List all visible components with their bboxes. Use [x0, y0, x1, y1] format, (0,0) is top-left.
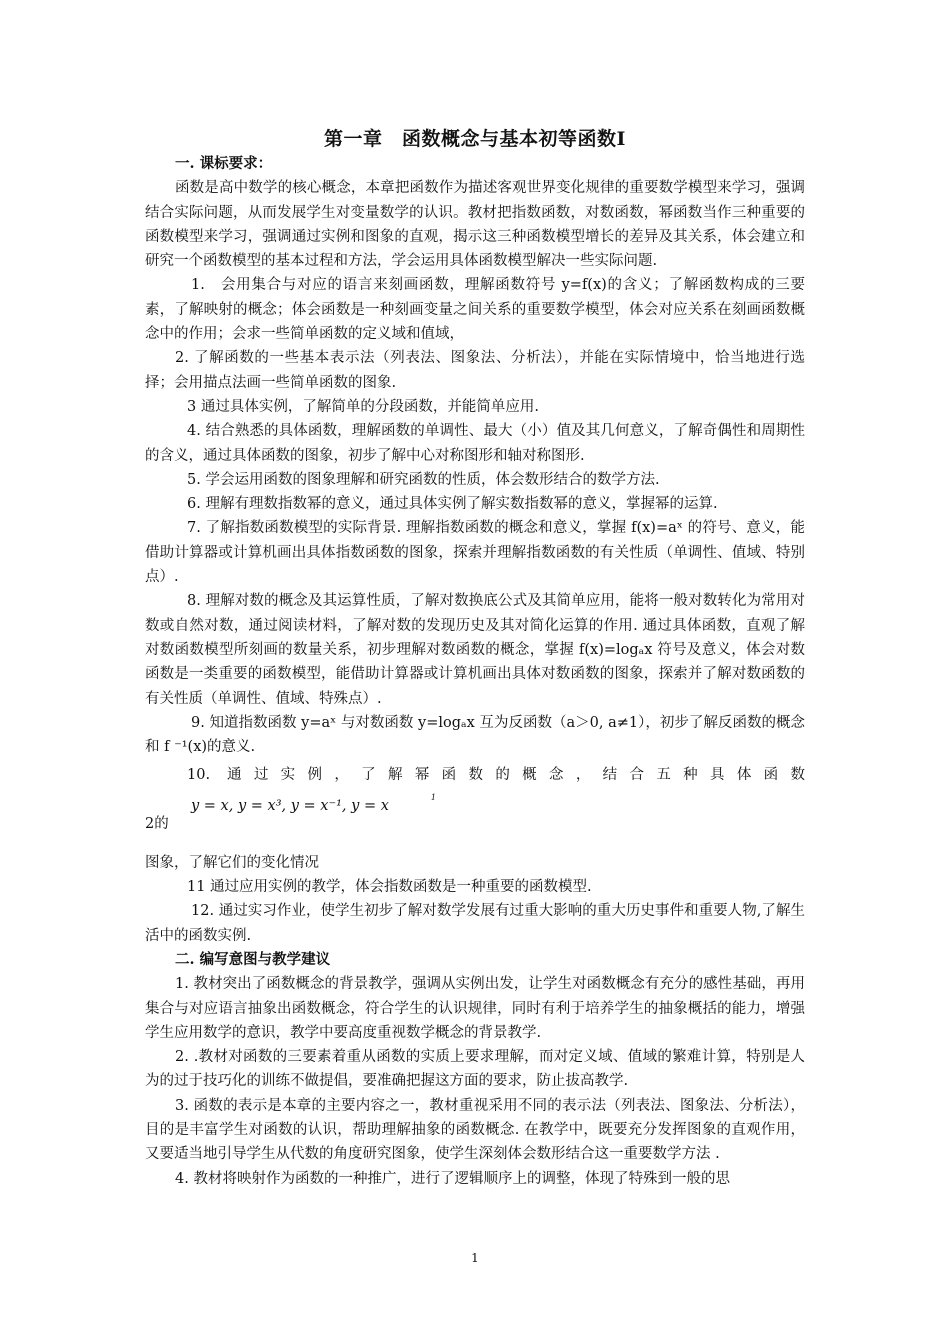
exponent-fraction: [389, 794, 436, 802]
requirement-item-4: 4. 结合熟悉的具体函数，理解函数的单调性、最大（小）值及其几何意义，了解奇偶性和周期性的含义，通过具体函数的图象，初步了解中心对称图形和轴对称图形.: [145, 423, 805, 464]
requirement-item-12: 12. 通过实习作业，使学生初步了解对数学发展有过重大影响的重大历史事件和重要人物,了解生活中的函数实例.: [145, 903, 805, 944]
suggestion-item-1: 1. 教材突出了函数概念的背景教学，强调从实例出发，让学生对函数概念有充分的感性基础，再用集合与对应语言抽象出函数概念，符合学生的认识规律，同时有利于培养学生的抽象概括的能力，增强学生应用数学的意识，教学中要高度重视数学概念的背景教学.: [145, 976, 805, 1041]
requirement-item-3: 3 通过具体实例，了解简单的分段函数，并能简单应用.: [187, 398, 539, 415]
suggestion-item-3: 3. 函数的表示是本章的主要内容之一，教材重视采用不同的表示法（列表法、图象法、分析法），目的是丰富学生对函数的认识，帮助理解抽象的函数概念. 在教学中，既要充分发挥图象的直观作用，又要适当地引导学生从代数的角度研究图象，使学生深刻体会数形结合这一重要数学方法 .: [145, 1097, 805, 1163]
power-function-formula: [149, 794, 436, 818]
section-heading-2: 二. 编写意图与教学建议: [175, 951, 331, 968]
intro-paragraph: 函数是高中数学的核心概念，本章把函数作为描述客观世界变化规律的重要数学模型来学习，强调结合实际问题，从而发展学生对变量数学的认识。教材把指数函数，对数函数，幂函数当作三种重要的函数模型来学习，强调通过实例和图象的直观，揭示这三种函数模型增长的差异及其关系，体会建立和研究一个函数模型的基本过程和方法，学会运用具体函数模型解决一些实际问题.: [145, 180, 805, 270]
suggestion-item-2: 2. .教材对函数的三要素着重从函数的实质上要求理解，而对定义域、值域的繁难计算，特别是人为的过于技巧化的训练不做提倡，要准确把握这方面的要求，防止拔高教学.: [145, 1049, 805, 1090]
formula-text: y = x, y = x³, y = x⁻¹, y = x: [191, 797, 389, 814]
fraction-numerator: 1: [430, 792, 436, 802]
suggestion-item-4: 4. 教材将映射作为函数的一种推广，进行了逻辑顺序上的调整，体现了特殊到一般的思: [175, 1170, 730, 1187]
requirement-item-2: 2. 了解函数的一些基本表示法（列表法、图象法、分析法），并能在实际情境中，恰当地进行选择；会用描点法画一些简单函数的图象.: [145, 350, 805, 391]
requirement-item-7: 7. 了解指数函数模型的实际背景. 理解指数函数的概念和意义，掌握 f(x)=aˣ 的符号、意义，能借助计算器或计算机画出具体指数函数的图象，探索并理解指数函数的有关性质（单调性、值域、特别点）.: [145, 520, 805, 586]
requirement-item-6: 6. 理解有理数指数幂的意义，通过具体实例了解实数指数幂的意义，掌握幂的运算.: [187, 496, 718, 513]
section-heading-1: 一. 课标要求：: [175, 155, 273, 172]
fraction-denominator: 2: [145, 816, 155, 833]
requirement-item-10-cont: 图象，了解它们的变化情况: [145, 854, 319, 871]
chapter-title: 第一章 函数概念与基本初等函数Ⅰ: [324, 128, 626, 150]
item10-prefix: 10. 通过实例，了解幂函数的概念，结合五种具体函数: [187, 767, 805, 784]
document-body: [145, 152, 805, 1191]
requirement-item-9: 9. 知道指数函数 y=aˣ 与对数函数 y=logₐx 互为反函数（a＞0, a≠1），初步了解反函数的概念和 f ⁻¹(x)的意义.: [145, 714, 805, 756]
requirement-item-11: 11 通过应用实例的教学，体会指数函数是一种重要的函数模型.: [187, 879, 592, 896]
item10-suffix: 的: [154, 816, 169, 833]
requirement-item-5: 5. 学会运用函数的图象理解和研究函数的性质，体会数形结合的数学方法.: [187, 471, 660, 488]
page-number: 1: [471, 1251, 479, 1265]
requirement-item-1: 1. 会用集合与对应的语言来刻画函数，理解函数符号 y=f(x)的含义；了解函数构成的三要素，了解映射的概念；体会函数是一种刻画变量之间关系的重要数学模型，体会对应关系在刻画函数概念中的作用；会求一些简单函数的定义域和值域，: [145, 277, 805, 343]
requirement-item-10: [145, 763, 805, 812]
requirement-item-8: 8. 理解对数的概念及其运算性质，了解对数换底公式及其简单应用，能将一般对数转化为常用对数或自然对数，通过阅读材料，了解对数的发现历史及其对简化运算的作用. 通过具体函数，直观了解对数函数模型所刻画的数量关系，初步理解对数函数的概念，掌握 f(x)=logₐx 符号及意义，体会对数函数是一类重要的函数模型，能借助计算器或计算机画出具体对数函数的图象，探索并了解对数函数的有关性质（单调性、值域、特殊点）.: [145, 593, 805, 707]
